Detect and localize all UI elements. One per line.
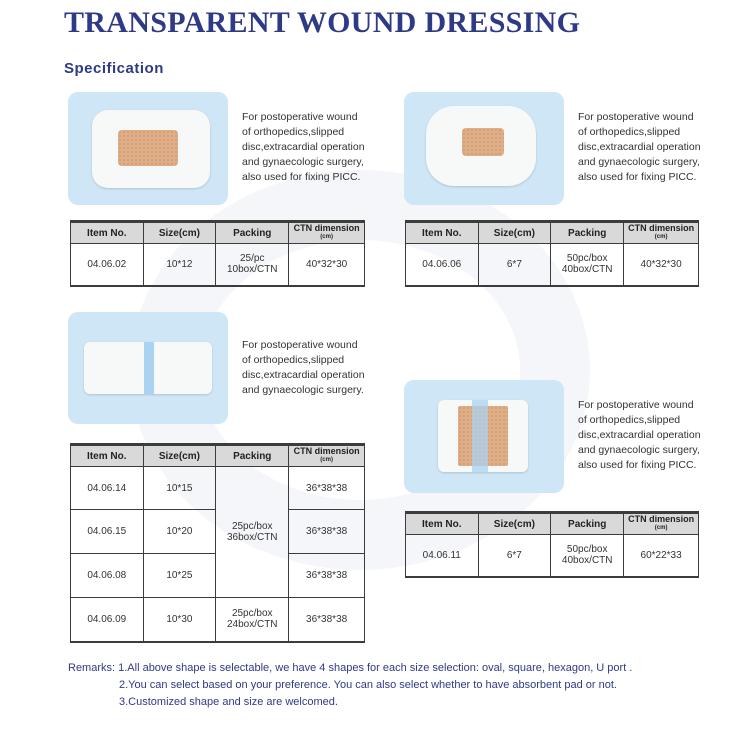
section-subtitle: Specification xyxy=(64,60,164,77)
table-cell-size: 6*7 xyxy=(478,244,551,286)
table-cell-ctn: 40*32*30 xyxy=(624,244,699,286)
table-cell-packing: 50pc/box 40box/CTN xyxy=(551,244,624,286)
spec-table-4: Item No. Size(cm) Packing CTN dimension (cm) 04.06.11 6*7 50pc/box 40box/CTN 60*22*33 xyxy=(405,511,699,578)
table-cell-item: 04.06.08 xyxy=(71,554,144,598)
table-cell-size: 10*25 xyxy=(143,554,216,598)
table-cell-size: 10*15 xyxy=(143,467,216,510)
table-cell-ctn: 36*38*38 xyxy=(289,554,365,598)
product-image-04-06-14 xyxy=(68,312,228,424)
product-description-2: For postoperative wound of orthopedics,slipped disc,extracardial operation and gynaecologic surgery, also used for fixing PICC. xyxy=(578,111,701,183)
table-cell-ctn: 36*38*38 xyxy=(289,510,365,554)
table-cell-ctn: 36*38*38 xyxy=(289,467,365,510)
table-cell-packing: 25pc/box 24box/CTN xyxy=(216,598,289,642)
absorbent-pad xyxy=(462,128,504,156)
spec-table-3: Item No. Size(cm) Packing CTN dimension (cm) 04.06.14 10*15 25pc/box 36box/CTN 36*38*38 04.06.15 10*20 36*38*38 04.06.08 10*25 36*38*38 04.06.09 10*30 25pc/box 24box/CTN 36*38*38 xyxy=(70,443,365,643)
product-image-04-06-11 xyxy=(404,380,564,493)
remark-1: Remarks: 1.All above shape is selectable, we have 4 shapes for each size selection: oval, square, hexagon, U port . xyxy=(68,662,633,674)
page-title: TRANSPARENT WOUND DRESSING xyxy=(64,6,581,39)
table-cell-size: 10*12 xyxy=(143,244,216,286)
remark-2: 2.You can select based on your preference. You can also select whether to have absorbent pad or not. xyxy=(119,679,617,691)
table-cell-size: 10*30 xyxy=(143,598,216,642)
product-image-04-06-02 xyxy=(68,92,228,205)
table-cell-item: 04.06.15 xyxy=(71,510,144,554)
remark-3: 3.Customized shape and size are welcomed. xyxy=(119,696,338,708)
table-cell-packing: 25/pc 10box/CTN xyxy=(216,244,289,286)
table-cell-packing: 50pc/box 40box/CTN xyxy=(551,535,624,577)
absorbent-pad xyxy=(118,130,178,166)
product-description-3: For postoperative wound of orthopedics,slipped disc,extracardial operation and gynaecologic surgery. xyxy=(242,339,365,396)
spec-table-2: Item No. Size(cm) Packing CTN dimension (cm) 04.06.06 6*7 50pc/box 40box/CTN 40*32*30 xyxy=(405,220,699,287)
table-cell-ctn: 40*32*30 xyxy=(289,244,365,286)
table-cell-size: 10*20 xyxy=(143,510,216,554)
product-image-04-06-06 xyxy=(404,92,564,205)
blue-strip xyxy=(472,400,488,472)
blue-strip xyxy=(144,342,154,394)
spec-table-1: Item No. Size(cm) Packing CTN dimension (cm) 04.06.02 10*12 25/pc 10box/CTN 40*32*30 xyxy=(70,220,365,287)
table-cell-item: 04.06.02 xyxy=(71,244,144,286)
table-cell-ctn: 60*22*33 xyxy=(624,535,699,577)
table-cell-item: 04.06.06 xyxy=(406,244,479,286)
table-cell-packing: 25pc/box 36box/CTN xyxy=(216,467,289,598)
product-description-1: For postoperative wound of orthopedics,slipped disc,extracardial operation and gynaecologic surgery, also used for fixing PICC. xyxy=(242,111,365,183)
table-cell-ctn: 36*38*38 xyxy=(289,598,365,642)
table-cell-item: 04.06.14 xyxy=(71,467,144,510)
table-cell-item: 04.06.09 xyxy=(71,598,144,642)
table-cell-size: 6*7 xyxy=(478,535,551,577)
product-description-4: For postoperative wound of orthopedics,slipped disc,extracardial operation and gynaecologic surgery, also used for fixing PICC. xyxy=(578,399,701,471)
remarks xyxy=(68,660,632,711)
table-cell-item: 04.06.11 xyxy=(406,535,479,577)
